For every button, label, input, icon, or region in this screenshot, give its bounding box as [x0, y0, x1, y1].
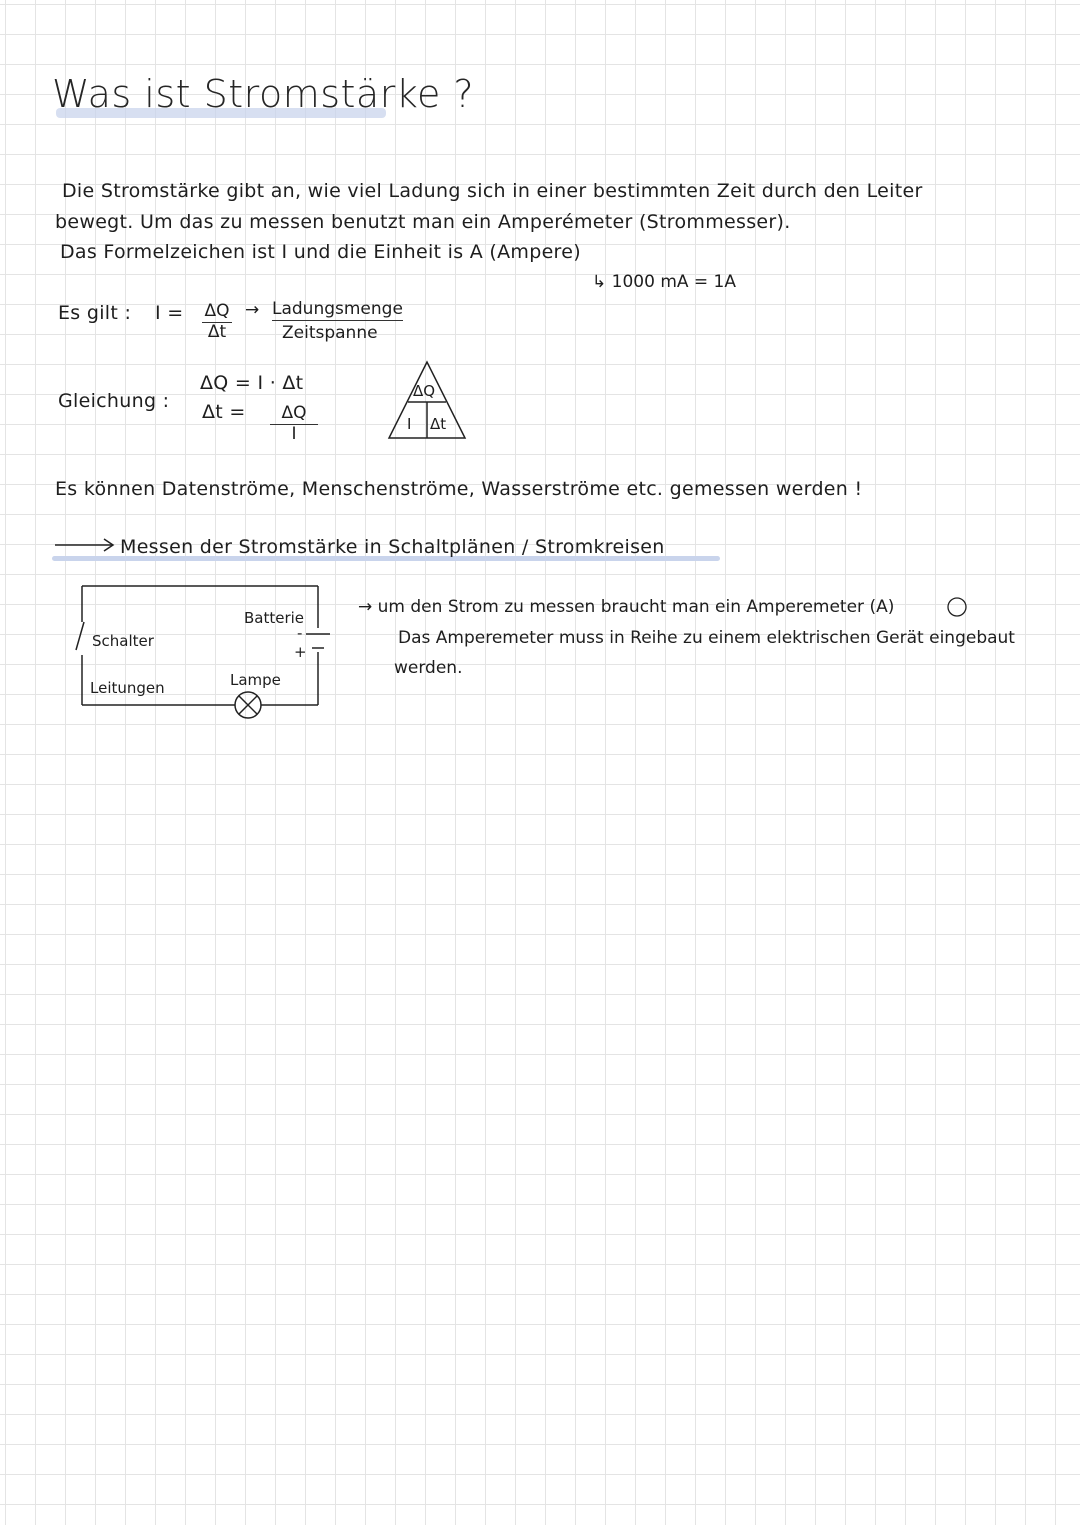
- formula-denominator-description: Zeitspanne: [282, 323, 378, 343]
- formula-numerator: ΔQ: [202, 301, 232, 323]
- intro-line-2: bewegt. Um das zu messen benutzt man ein Amperémeter (Strommesser).: [55, 211, 791, 233]
- equations-label: Gleichung :: [58, 390, 170, 412]
- triangle-right-label: Δt: [430, 415, 447, 433]
- battery-minus: -: [297, 624, 303, 642]
- switch-label: Schalter: [92, 632, 154, 650]
- section-arrow: [55, 539, 113, 551]
- formula-denominator: Δt: [207, 322, 227, 342]
- triangle-left-label: I: [407, 415, 412, 433]
- note-line-3: werden.: [394, 658, 463, 678]
- formula-arrow: →: [245, 300, 260, 320]
- equation-1: ΔQ = I · Δt: [200, 372, 304, 394]
- battery-plus: +: [294, 643, 307, 661]
- triangle-top-label: ΔQ: [413, 382, 436, 400]
- unit-conversion-note: ↳ 1000 mA = 1A: [592, 272, 737, 292]
- equation-2-denominator: I: [291, 424, 297, 444]
- formula-lhs: I =: [155, 302, 184, 324]
- section-heading: Messen der Stromstärke in Schaltplänen / Stromkreisen: [120, 536, 665, 558]
- note-line-2: Das Amperemeter muss in Reihe zu einem elektrischen Gerät eingebaut: [398, 628, 1015, 648]
- note-line-1: → um den Strom zu messen braucht man ein Amperemeter (A): [358, 597, 895, 617]
- wires-label: Leitungen: [90, 679, 165, 697]
- ammeter-symbol: [948, 598, 966, 616]
- intro-line-1: Die Stromstärke gibt an, wie viel Ladung sich in einer bestimmten Zeit durch den Leiter: [62, 180, 923, 202]
- examples-text: Es können Datenströme, Menschenströme, Wasserströme etc. gemessen werden !: [55, 478, 863, 500]
- intro-line-3: Das Formelzeichen ist I und die Einheit is A (Ampere): [60, 241, 581, 263]
- equation-2-numerator: ΔQ: [270, 403, 318, 425]
- formula-triangle: [389, 362, 465, 438]
- formula-label: Es gilt :: [58, 302, 132, 324]
- lamp-label: Lampe: [230, 671, 281, 689]
- battery-label: Batterie: [244, 609, 305, 627]
- page-title: Was ist Stromstärke ?: [52, 72, 475, 116]
- circuit-diagram: [76, 586, 330, 718]
- equation-2-lhs: Δt =: [202, 401, 246, 423]
- formula-numerator-description: Ladungsmenge: [272, 299, 403, 319]
- switch-lever: [76, 622, 84, 650]
